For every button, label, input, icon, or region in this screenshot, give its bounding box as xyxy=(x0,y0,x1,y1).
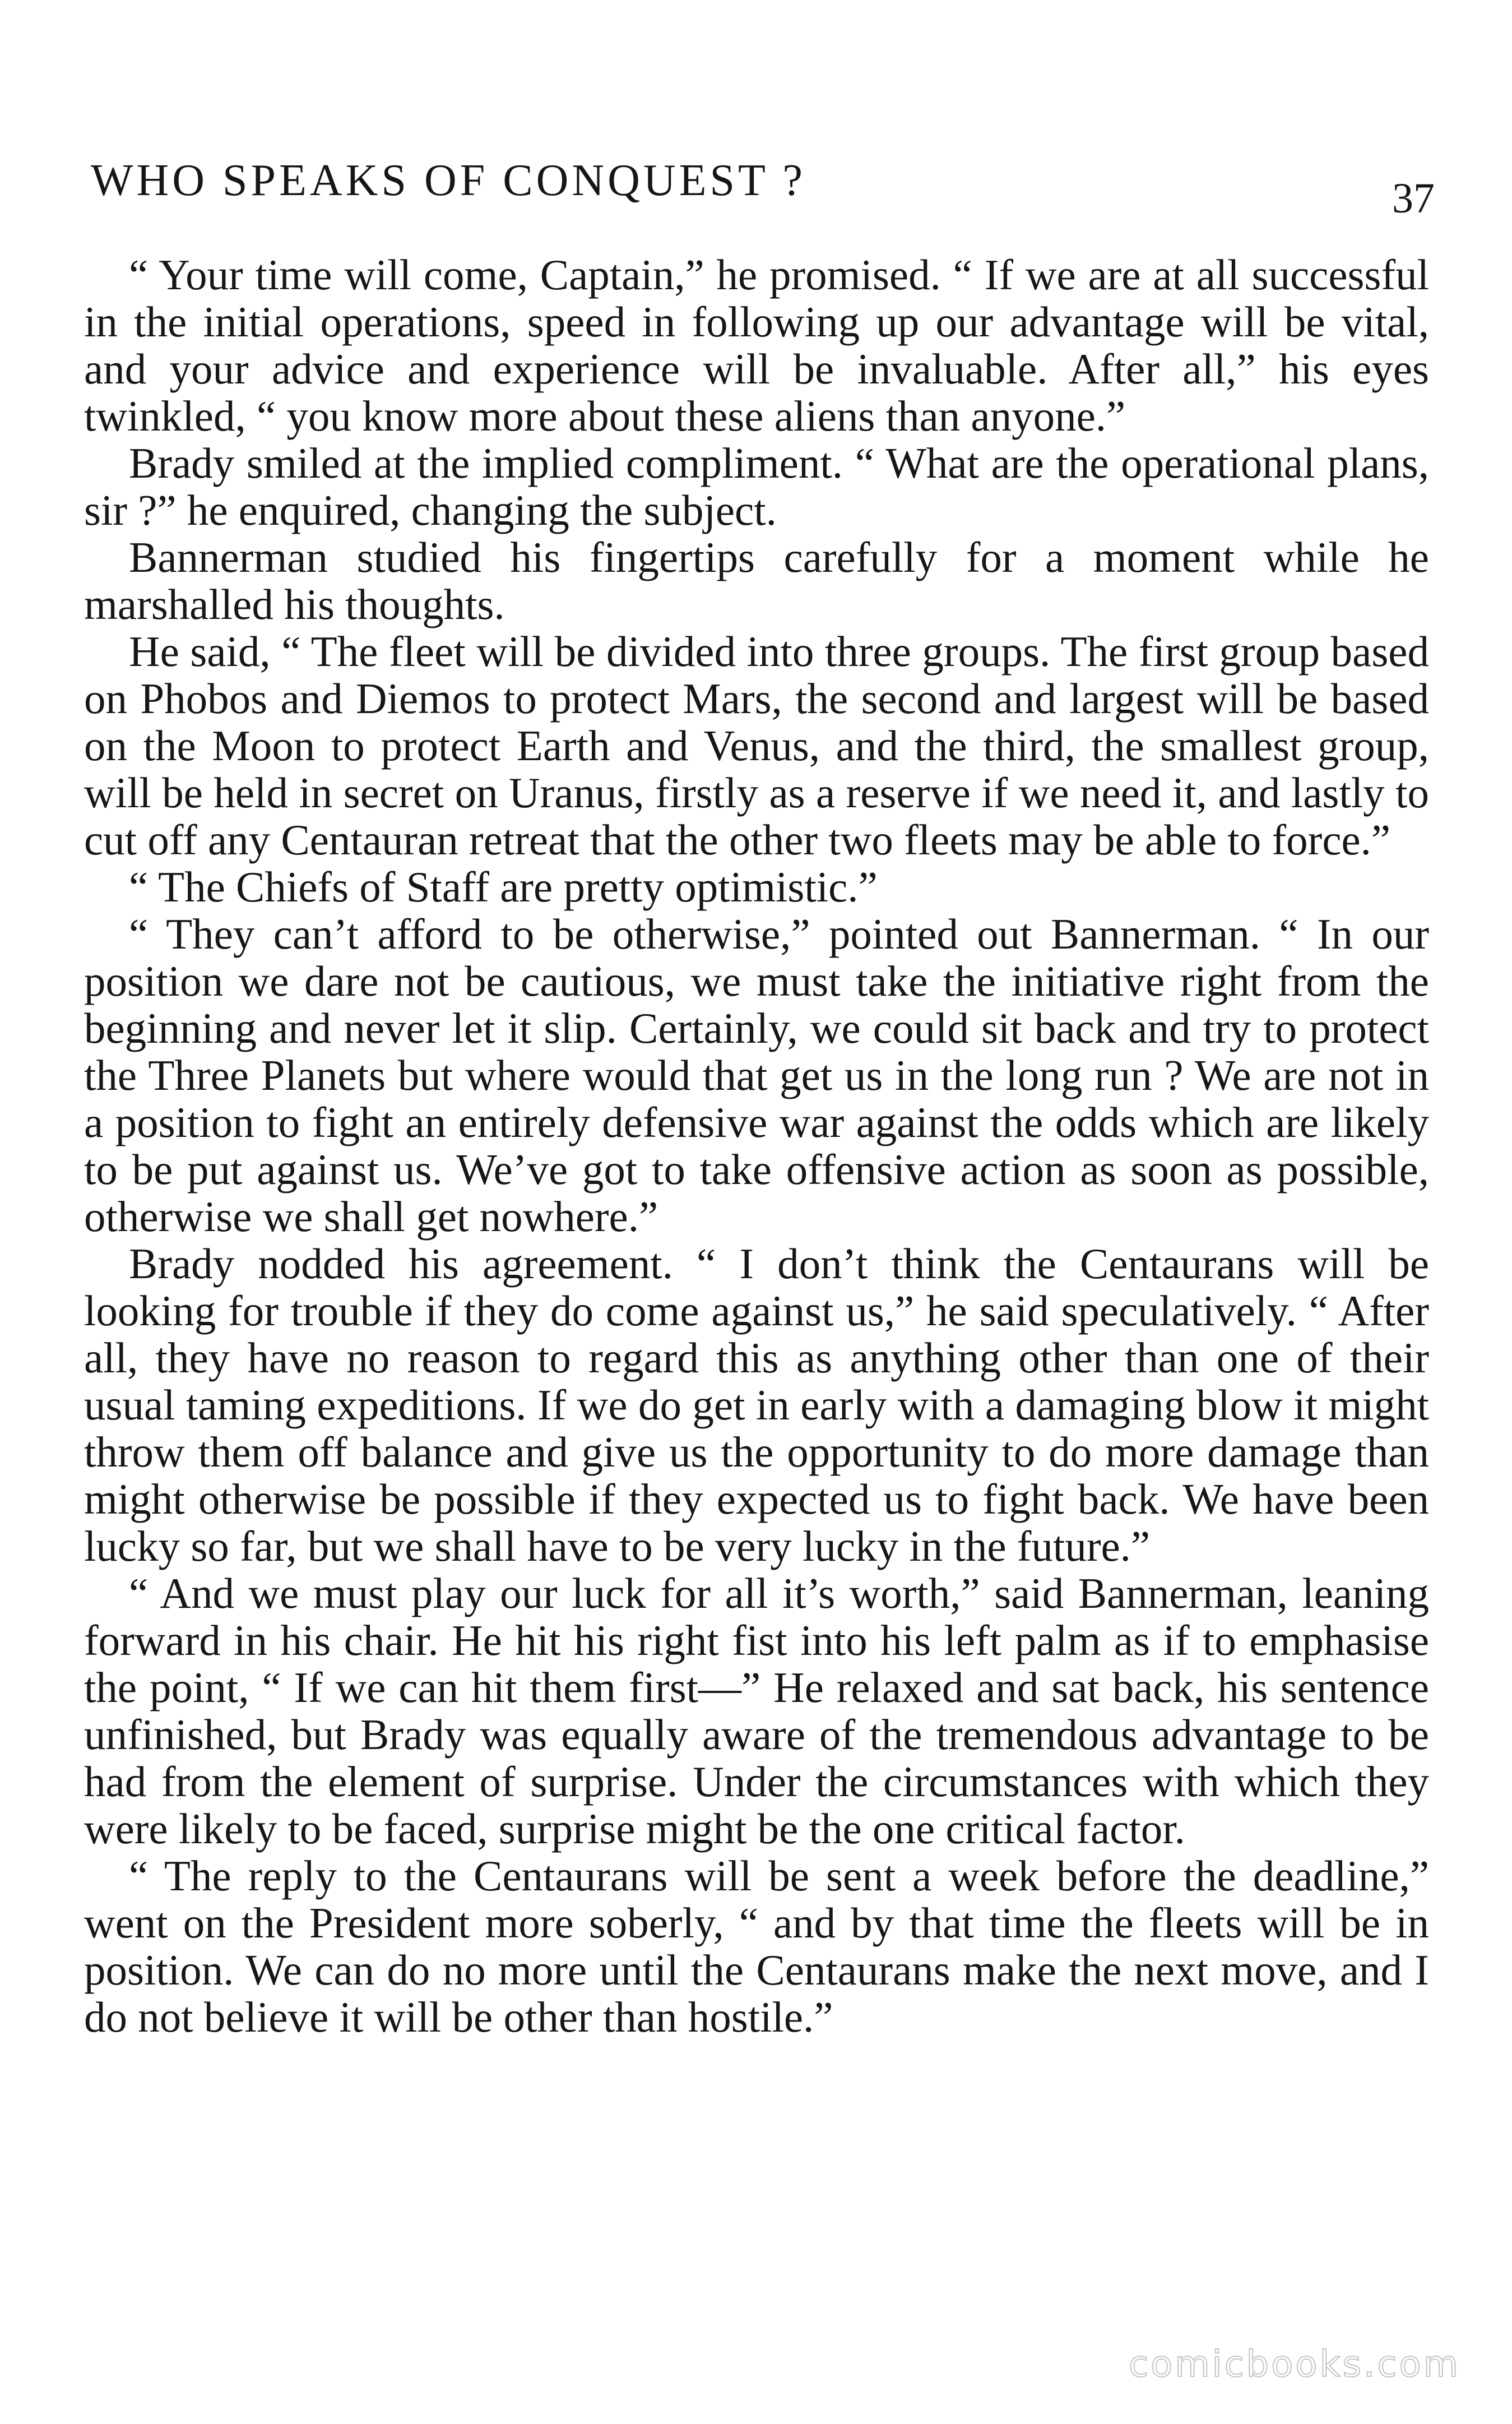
paragraph: “ The Chiefs of Staff are pretty optimistic.” xyxy=(129,863,878,911)
paragraph: Brady smiled at the implied compliment. “ What are the operational plans, sir ?” he enquired, changing the subject. xyxy=(84,439,1429,534)
body-text xyxy=(84,251,1429,2041)
paragraph: He said, “ The fleet will be divided into three groups. The first group based on Phobos and Diemos to protect Mars, the second and largest will be based on the Moon to protect Earth and Venus, and the third, the smallest group, will be held in secret on Uranus, firstly as a reserve if we need it, and lastly to cut off any Centauran retreat that the other two fleets may be able to force.” xyxy=(84,627,1429,864)
paragraph: Brady nodded his agreement. “ I don’t think the Centaurans will be looking for trouble if they do come against us,” he said speculatively. “ After all, they have no reason to regard this as anything other than one of their usual taming expeditions. If we do get in early with a damaging blow it might throw them off balance and give us the opportunity to do more damage than might otherwise be possible if they expected us to fight back. We have been lucky so far, but we shall have to be very lucky in the future.” xyxy=(84,1239,1429,1570)
paragraph: “ Your time will come, Captain,” he promised. “ If we are at all successful in the initial operations, speed in following up our advantage will be vital, and your advice and experience will be invaluable. After all,” his eyes twinkled, “ you know more about these aliens than anyone.” xyxy=(84,251,1429,440)
paragraph: “ They can’t afford to be otherwise,” pointed out Bannerman. “ In our position we dare not be cautious, we must take the initiative right from the beginning and never let it slip. Certainly, we could sit back and try to protect the Three Planets but where would that get us in the long run ? We are not in a position to fight an entirely defensive war against the odds which are likely to be put against us. We’ve got to take offensive action as soon as possible, otherwise we shall get nowhere.” xyxy=(84,910,1429,1241)
paragraph: “ And we must play our luck for all it’s worth,” said Bannerman, leaning forward in his chair. He hit his right fist into his left palm as if to emphasise the point, “ If we can hit them first—” He relaxed and sat back, his sentence unfinished, but Brady was equally aware of the tremendous advantage to be had from the element of surprise. Under the circumstances with which they were likely to be faced, surprise might be the one critical factor. xyxy=(84,1569,1429,1853)
watermark-text: comicbooks.com xyxy=(1128,2344,1460,2385)
page-number: 37 xyxy=(1392,175,1435,222)
paragraph: “ The reply to the Centaurans will be sent a week before the deadline,” went on the President more soberly, “ and by that time the fleets will be in position. We can do no more until the Centaurans make the next move, and I do not believe it will be other than hostile.” xyxy=(84,1852,1429,2041)
paragraph: Bannerman studied his fingertips carefully for a moment while he marshalled his thoughts. xyxy=(84,533,1429,628)
running-head-title: WHO SPEAKS OF CONQUEST ? xyxy=(91,156,806,205)
